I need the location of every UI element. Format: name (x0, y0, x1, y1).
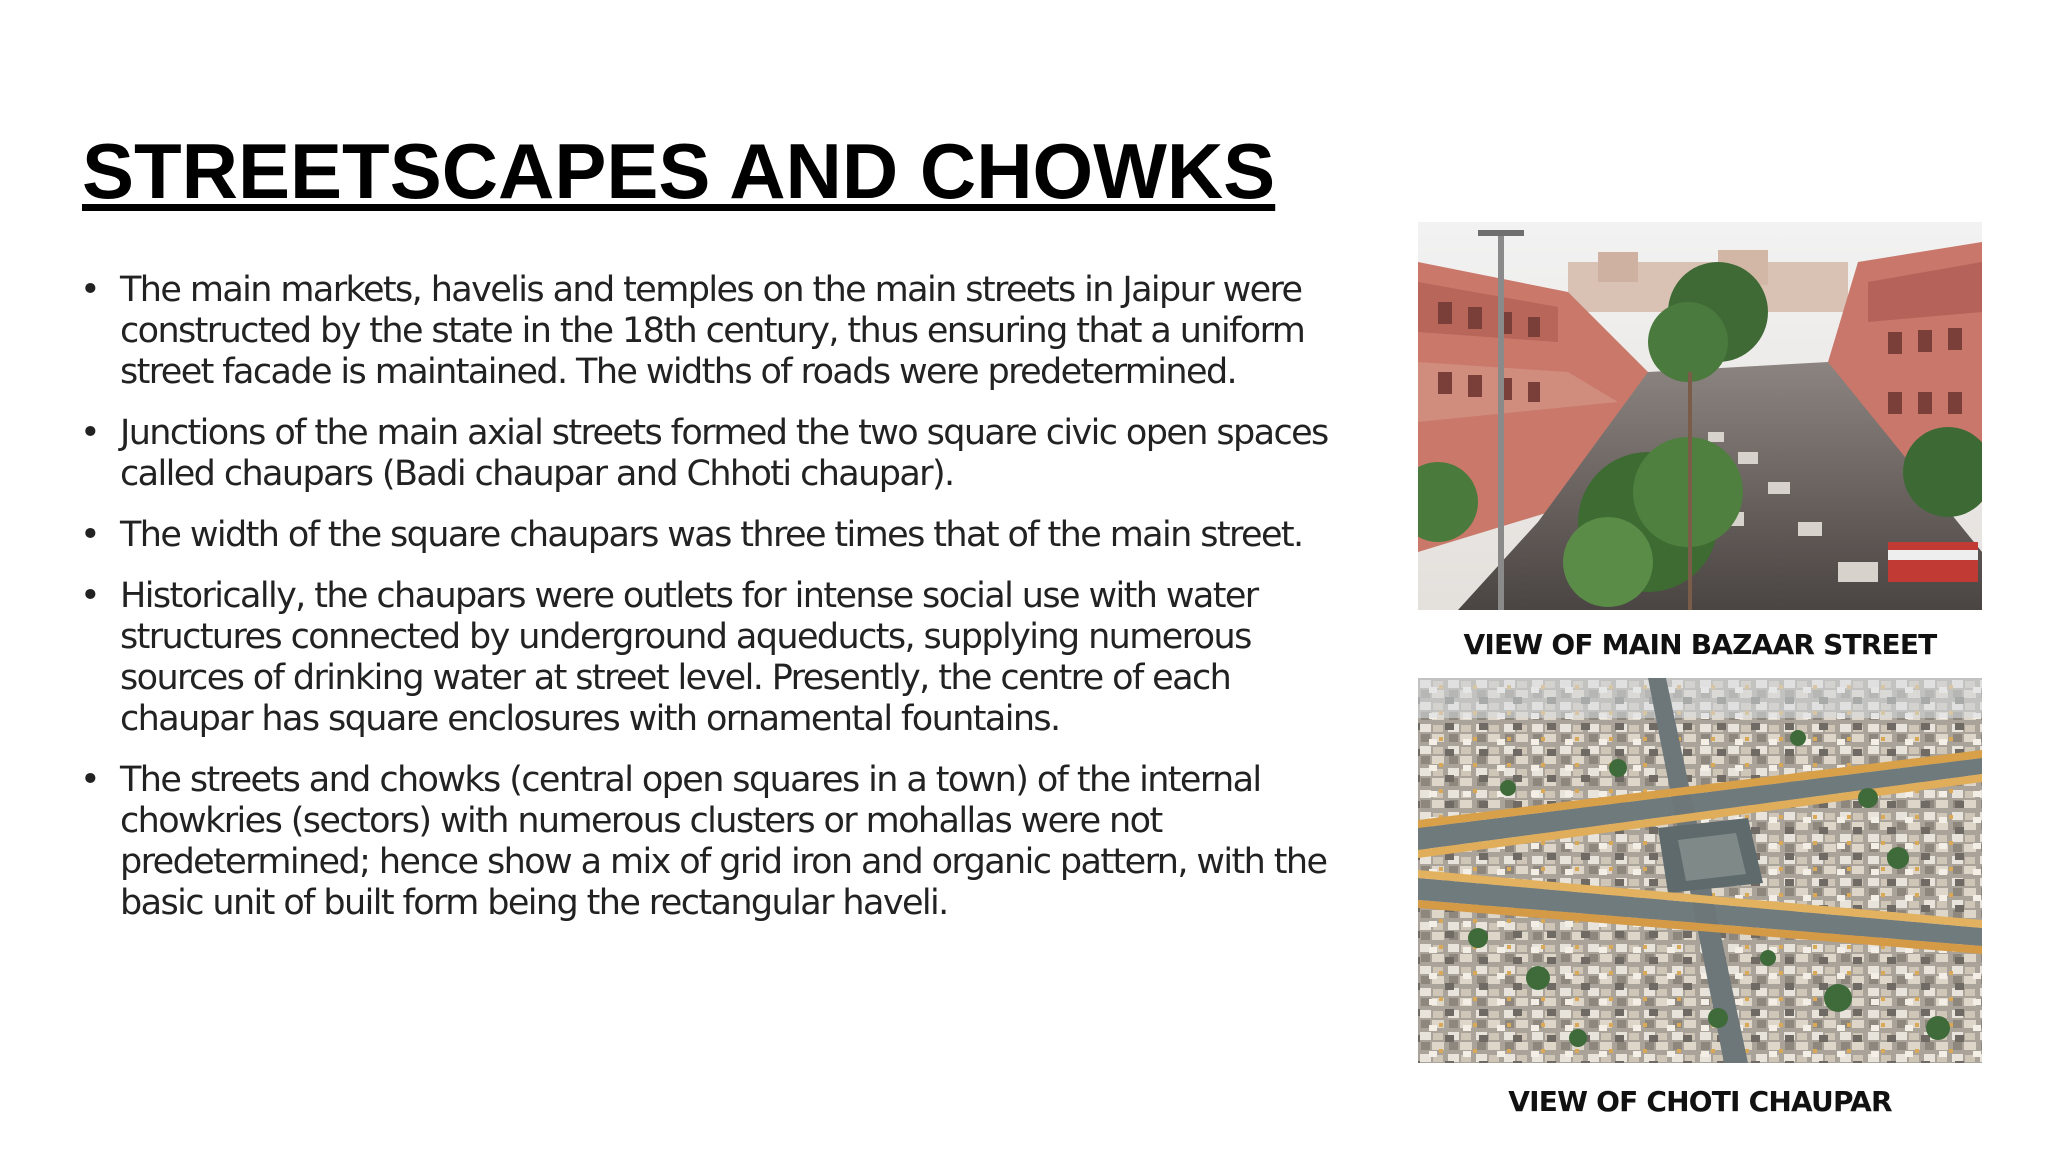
bullet-text: The main markets, havelis and temples on the main streets in Jaipur were constructed by the state in the 18th century, thus ensuring that a uniform street facade is maintained. The widths of roads were predetermined. (120, 270, 1305, 392)
slide-title: STREETSCAPES AND CHOWKS (82, 127, 1276, 215)
bullet-marker: • (80, 413, 101, 453)
bullet-marker: • (80, 576, 101, 616)
bullet-text: Junctions of the main axial streets formed the two square civic open spaces called chaupars (Badi chaupar and Chhoti chaupar). (120, 413, 1328, 494)
bullet-list (78, 270, 1358, 944)
bullet-item (78, 270, 1358, 393)
street-photo-icon (1418, 222, 1982, 610)
bullet-marker: • (80, 760, 101, 800)
bullet-marker: • (80, 515, 101, 555)
bullet-text: The streets and chowks (central open squares in a town) of the internal chowkries (sectors) with numerous clusters or mohallas were not predetermined; hence show a mix of grid iron and organic pattern, with the basic unit of built form being the rectangular haveli. (120, 760, 1327, 923)
bullet-text: The width of the square chaupars was three times that of the main street. (120, 515, 1303, 555)
choti-chaupar-caption: VIEW OF CHOTI CHAUPAR (1508, 1085, 1892, 1118)
main-bazaar-caption: VIEW OF MAIN BAZAAR STREET (1463, 628, 1937, 661)
bullet-item (78, 515, 1358, 556)
choti-chaupar-photo (1418, 678, 1982, 1063)
main-bazaar-street-photo (1418, 222, 1982, 610)
bullet-item (78, 413, 1358, 495)
bullet-item (78, 576, 1358, 740)
bullet-item (78, 760, 1358, 924)
bullet-marker: • (80, 270, 101, 310)
aerial-photo-icon (1418, 678, 1982, 1063)
bullet-text: Historically, the chaupars were outlets for intense social use with water structures connected by underground aqueducts, supplying numerous sources of drinking water at street level. Presently, the centre of each chaupar has square enclosures with ornamental fountains. (120, 576, 1258, 739)
